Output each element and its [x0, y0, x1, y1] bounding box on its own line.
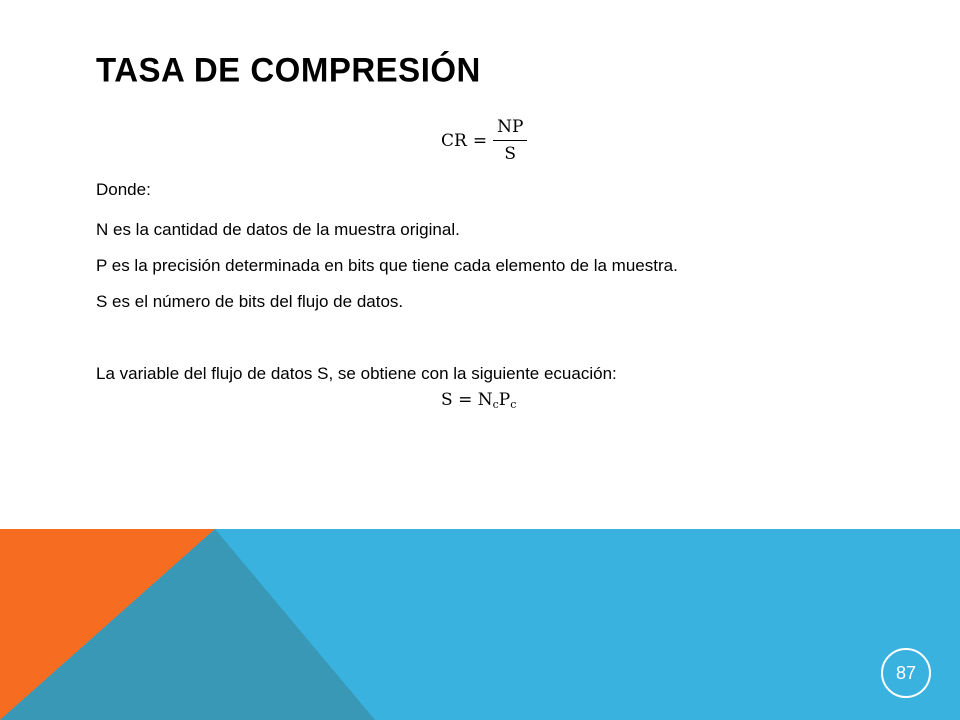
- term-p: P: [498, 390, 511, 410]
- text-donde: Donde:: [96, 180, 151, 199]
- text-definition-n: N es la cantidad de datos de la muestra original.: [96, 220, 460, 239]
- compression-ratio-equation: [441, 117, 527, 164]
- equation-lhs: CR: [441, 130, 467, 151]
- text-definition-p: P es la precisión determinada en bits que tiene cada elemento de la muestra.: [96, 256, 678, 275]
- term-n: N: [477, 390, 493, 410]
- equals-sign: =: [472, 130, 488, 151]
- fraction-denominator: S: [504, 144, 517, 164]
- data-stream-equation: [441, 390, 516, 411]
- page-number: 87: [895, 662, 917, 683]
- text-variable-intro: La variable del flujo de datos S, se obtiene con la siguiente ecuación:: [96, 364, 617, 383]
- equation-s-lhs: S: [441, 390, 453, 410]
- slide-title: TASA DE COMPRESIÓN: [96, 50, 481, 89]
- equals-sign: =: [458, 390, 473, 410]
- subscript-c: c: [510, 398, 517, 411]
- subscript-c: c: [492, 398, 499, 411]
- page-number-badge: [881, 648, 931, 698]
- text-definition-s: S es el número de bits del flujo de datos.: [96, 292, 404, 311]
- fraction: [493, 117, 527, 164]
- footer-decoration: [0, 529, 960, 720]
- fraction-numerator: NP: [493, 117, 527, 141]
